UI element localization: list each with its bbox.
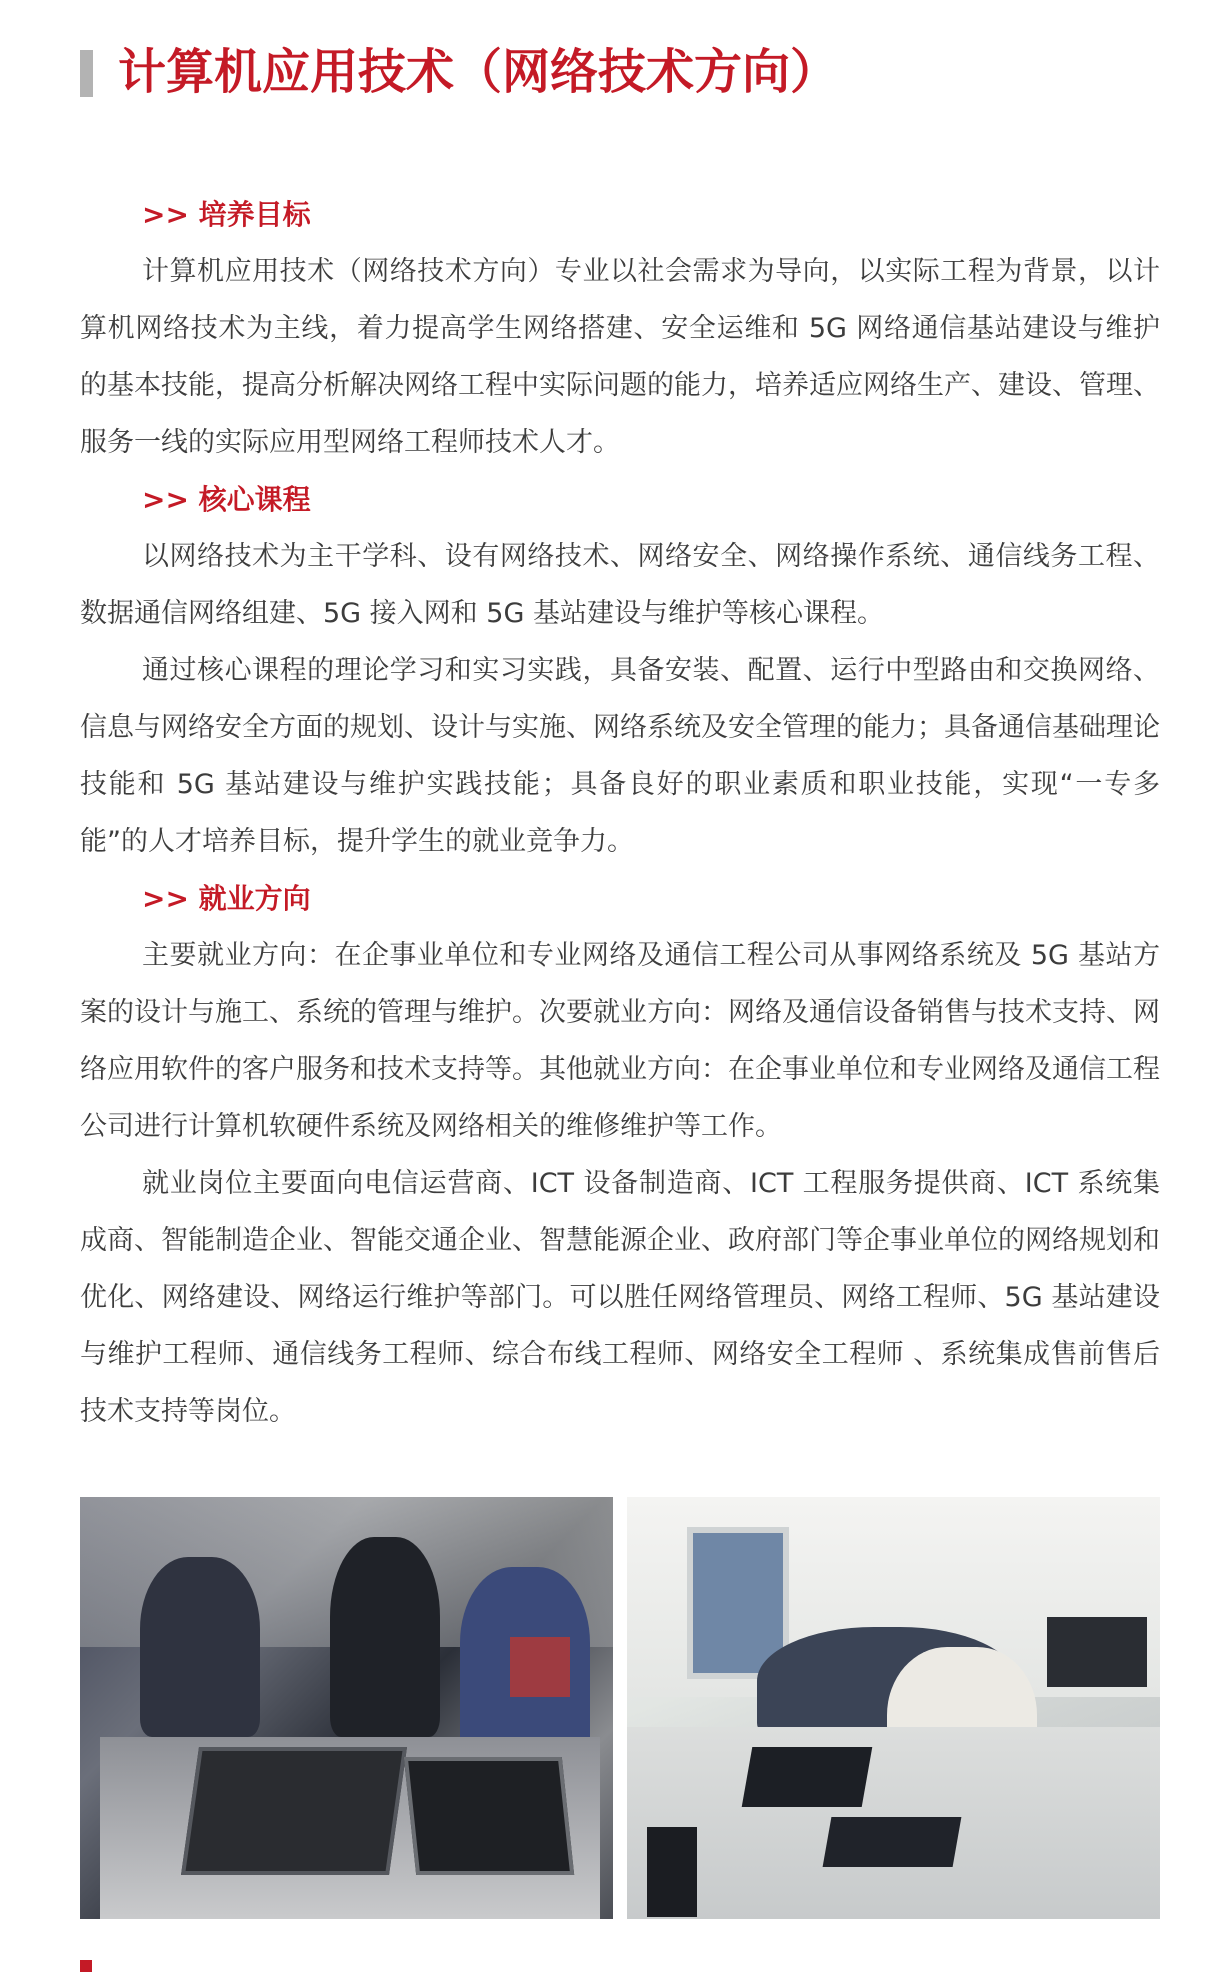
paragraph: 以网络技术为主干学科、设有网络技术、网络安全、网络操作系统、通信线务工程、数据通信网络组建、5G 接入网和 5G 基站建设与维护等核心课程。 (80, 541, 1160, 629)
photo-students-wiring-network-equipment (627, 1497, 1160, 1919)
section-heading: >> 培养目标 (142, 198, 311, 231)
paragraph: 就业岗位主要面向电信运营商、ICT 设备制造商、ICT 工程服务提供商、ICT 系统集成商、智能制造企业、智能交通企业、智慧能源企业、政府部门等企事业单位的网络规划和优化、网络建设、网络运行维护等部门。可以胜任网络管理员、网络工程师、5G 基站建设与维护工程师、通信线务工程师、综合布线工程师、网络安全工程师 、系统集成售前售后技术支持等岗位。 (80, 1168, 1160, 1427)
section-heading: >> 核心课程 (142, 483, 311, 516)
title-accent-bar (80, 50, 93, 97)
section-employment (80, 870, 1160, 1440)
section-training-goal (80, 186, 1160, 471)
photo-students-assembling-computers (80, 1497, 613, 1919)
section-heading: >> 就业方向 (142, 882, 311, 915)
article-body (80, 186, 1160, 1440)
paragraph: 通过核心课程的理论学习和实习实践，具备安装、配置、运行中型路由和交换网络、信息与网络安全方面的规划、设计与实施、网络系统及安全管理的能力；具备通信基础理论技能和 5G 基站建设与维护实践技能；具备良好的职业素质和职业技能，实现“一专多能”的人才培养目标，提升学生的就业竞争力。 (80, 655, 1160, 857)
bottom-accent-mark (80, 1960, 92, 1972)
page-title: 计算机应用技术（网络技术方向） (118, 44, 839, 100)
paragraph: 主要就业方向：在企事业单位和专业网络及通信工程公司从事网络系统及 5G 基站方案的设计与施工、系统的管理与维护。次要就业方向：网络及通信设备销售与技术支持、网络应用软件的客户服务和技术支持等。其他就业方向：在企事业单位和专业网络及通信工程公司进行计算机软硬件系统及网络相关的维修维护等工作。 (80, 940, 1160, 1142)
section-core-courses (80, 471, 1160, 870)
paragraph: 计算机应用技术（网络技术方向）专业以社会需求为导向，以实际工程为背景，以计算机网络技术为主线，着力提高学生网络搭建、安全运维和 5G 网络通信基站建设与维护的基本技能，提高分析解决网络工程中实际问题的能力，培养适应网络生产、建设、管理、服务一线的实际应用型网络工程师技术人才。 (80, 256, 1160, 458)
